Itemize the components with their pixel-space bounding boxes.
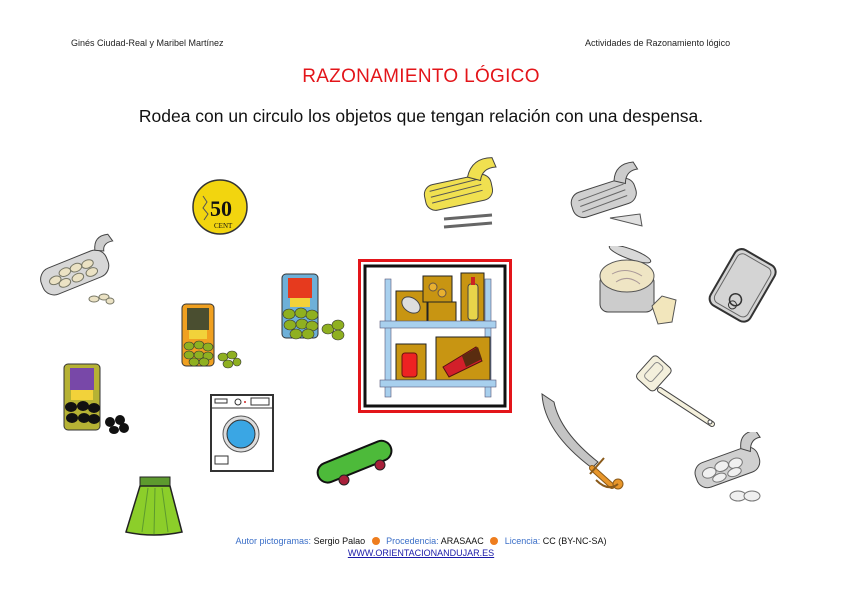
tuna-can-icon <box>596 246 680 326</box>
pirate-sword-picture[interactable] <box>538 392 628 492</box>
spatula-picture[interactable] <box>636 354 720 430</box>
pantry-shelf-icon <box>358 259 512 413</box>
squid-can-icon <box>690 432 774 508</box>
anchovies-can-icon <box>566 160 650 232</box>
bullet-dot-icon <box>490 537 498 545</box>
author-value: Sergio Palao <box>313 536 366 546</box>
coin-icon <box>191 178 249 236</box>
canned-mussels-picture[interactable] <box>36 233 126 308</box>
olive-can-icon <box>180 302 242 370</box>
skateboard-icon <box>312 438 396 488</box>
tin-can-icon <box>708 244 780 326</box>
website-link[interactable]: WWW.ORIENTACIONANDUJAR.ES <box>347 548 495 558</box>
svg-text:50: 50 <box>210 196 232 221</box>
header-authors: Ginés Ciudad-Real y Maribel Martínez <box>71 38 224 48</box>
instruction-text: Rodea con un circulo los objetos que tengan relación con una despensa. <box>138 106 704 126</box>
skirt-picture[interactable] <box>124 474 184 536</box>
coin-picture[interactable] <box>191 178 249 236</box>
license-value: CC (BY-NC-SA) <box>542 536 607 546</box>
source-value: ARASAAC <box>440 536 484 546</box>
canned-green-olives-picture[interactable] <box>280 272 350 342</box>
skateboard-picture[interactable] <box>312 438 396 488</box>
washing-machine-picture[interactable] <box>210 394 274 472</box>
canned-sardines-picture[interactable] <box>420 155 504 235</box>
svg-text:CENT: CENT <box>214 222 233 230</box>
spatula-icon <box>636 354 720 430</box>
canned-anchovies-picture[interactable] <box>566 160 650 232</box>
page-title: RAZONAMIENTO LÓGICO <box>302 66 540 87</box>
author-label: Autor pictogramas: <box>235 536 312 546</box>
credits-line <box>0 536 842 546</box>
canned-stuffed-olives-picture[interactable] <box>180 302 242 370</box>
website-line <box>0 548 842 558</box>
header-subject: Actividades de Razonamiento lógico <box>585 38 731 48</box>
canned-mussels-icon <box>36 233 126 308</box>
washing-machine-icon <box>210 394 274 472</box>
skirt-icon <box>124 474 184 536</box>
canned-tuna-picture[interactable] <box>596 246 680 326</box>
sardine-can-icon <box>420 155 504 235</box>
bullet-dot-icon <box>372 537 380 545</box>
license-label: Licencia: <box>504 536 541 546</box>
canned-squid-picture[interactable] <box>690 432 774 508</box>
olive-can-icon <box>280 272 350 342</box>
source-label: Procedencia: <box>386 536 439 546</box>
sword-icon <box>538 392 628 492</box>
olive-can-icon <box>62 362 132 434</box>
pantry-shelf-picture[interactable] <box>358 259 512 413</box>
canned-black-olives-picture[interactable] <box>62 362 132 434</box>
closed-tin-can-picture[interactable] <box>708 244 780 326</box>
